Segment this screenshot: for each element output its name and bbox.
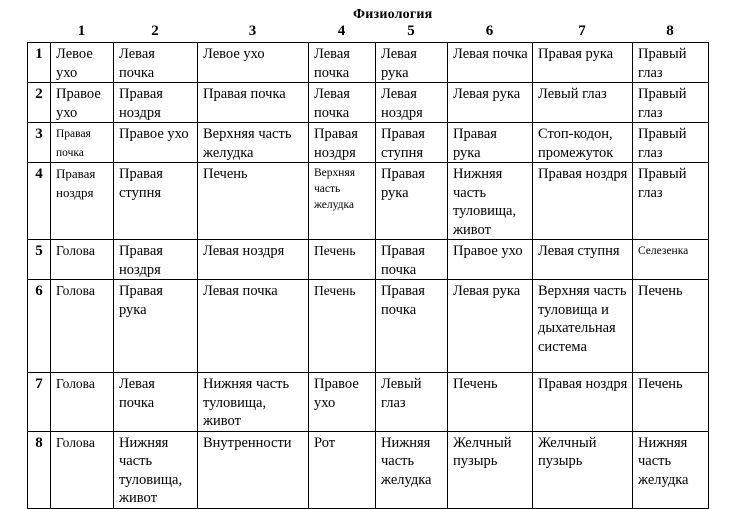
- table-row: [28, 240, 709, 280]
- table-cell: Левый глаз: [376, 373, 448, 432]
- table-row: [28, 83, 709, 123]
- table-cell: Голова: [51, 280, 114, 373]
- table-cell: Левая ноздря: [376, 83, 448, 123]
- table-cell: Печень: [633, 280, 709, 373]
- row-number: 5: [28, 240, 51, 280]
- row-number: 4: [28, 163, 51, 240]
- table-cell: Левая почка: [309, 83, 376, 123]
- table-cell: Левая почка: [309, 43, 376, 83]
- table-cell: Печень: [198, 163, 309, 240]
- table-cell: Правая ноздря: [533, 373, 633, 432]
- row-number: 8: [28, 431, 51, 508]
- table-cell: Правый глаз: [633, 163, 709, 240]
- table-cell: Нижняя часть туловища, живот: [198, 373, 309, 432]
- table-cell: Правое ухо: [114, 123, 198, 163]
- table-cell: Верхняя часть желудка: [198, 123, 309, 163]
- table-cell: Селезенка: [633, 240, 709, 280]
- table-cell: Правая почка: [376, 240, 448, 280]
- table-cell: Левая рука: [376, 43, 448, 83]
- table-cell: Левая рука: [448, 280, 533, 373]
- table-cell: Голова: [51, 431, 114, 508]
- table-cell: Правая ступня: [114, 163, 198, 240]
- table-cell: Правый глаз: [633, 123, 709, 163]
- table-row: [28, 43, 709, 83]
- table-cell: Нижняя часть желудка: [376, 431, 448, 508]
- table-cell: Рот: [309, 431, 376, 508]
- table-cell: Левое ухо: [51, 43, 114, 83]
- column-number: 2: [151, 23, 159, 39]
- table-cell: Нижняя часть желудка: [633, 431, 709, 508]
- table-cell: Верхняя часть желудка: [309, 163, 376, 240]
- table-cell: Правая рука: [448, 123, 533, 163]
- table-row: [28, 123, 709, 163]
- table-row: [28, 431, 709, 508]
- table-cell: Левая ступня: [533, 240, 633, 280]
- table-cell: Правая почка: [376, 280, 448, 373]
- column-number: 6: [485, 23, 494, 39]
- table-cell: Желчный пузырь: [533, 431, 633, 508]
- table-cell: Правая ноздря: [533, 163, 633, 240]
- column-number: 8: [666, 23, 674, 39]
- column-number-header: [27, 23, 708, 43]
- table-cell: Правая ноздря: [114, 83, 198, 123]
- column-number: 1: [77, 23, 86, 39]
- table-cell: Стоп-кодон, промежуток: [533, 123, 633, 163]
- table-cell: Внутренности: [198, 431, 309, 508]
- table-cell: Голова: [51, 240, 114, 280]
- table-cell: Левая рука: [448, 83, 533, 123]
- table-cell: Правое ухо: [309, 373, 376, 432]
- table-cell: Правая рука: [533, 43, 633, 83]
- table-cell: Левая почка: [114, 43, 198, 83]
- table-cell: Левая почка: [114, 373, 198, 432]
- table-cell: Правая ступня: [376, 123, 448, 163]
- table-cell: Печень: [309, 280, 376, 373]
- table-cell: Левое ухо: [198, 43, 309, 83]
- table-cell: Правое ухо: [51, 83, 114, 123]
- row-number: 3: [28, 123, 51, 163]
- row-number: 1: [28, 43, 51, 83]
- row-number: 7: [28, 373, 51, 432]
- table-row: [28, 280, 709, 373]
- table-cell: Правая рука: [114, 280, 198, 373]
- table-cell: Нижняя часть туловища, живот: [114, 431, 198, 508]
- table-cell: Печень: [633, 373, 709, 432]
- column-number: 7: [578, 23, 586, 39]
- column-number: 5: [407, 23, 415, 39]
- table-cell: Правая ноздря: [114, 240, 198, 280]
- table-row: [28, 373, 709, 432]
- table-cell: Левая ноздря: [198, 240, 309, 280]
- table-cell: Верхняя часть туловища и дыхательная система: [533, 280, 633, 373]
- table-cell: Правая рука: [376, 163, 448, 240]
- table-cell: Правый глаз: [633, 83, 709, 123]
- table-cell: Печень: [309, 240, 376, 280]
- column-number: 4: [337, 23, 346, 39]
- table-cell: Левый глаз: [533, 83, 633, 123]
- table-row: [28, 163, 709, 240]
- table-cell: Желчный пузырь: [448, 431, 533, 508]
- table-cell: Правая почка: [198, 83, 309, 123]
- table-cell: Правая ноздря: [309, 123, 376, 163]
- table-cell: Печень: [448, 373, 533, 432]
- table-cell: Голова: [51, 373, 114, 432]
- row-number: 6: [28, 280, 51, 373]
- table-cell: Правый глаз: [633, 43, 709, 83]
- table-cell: Правое ухо: [448, 240, 533, 280]
- document-title: Физиология: [353, 7, 433, 22]
- table-cell: Нижняя часть туловища, живот: [448, 163, 533, 240]
- table-cell: Правая ноздря: [51, 163, 114, 240]
- row-number: 2: [28, 83, 51, 123]
- table-cell: Левая почка: [198, 280, 309, 373]
- column-number: 3: [248, 23, 257, 39]
- physiology-table: [27, 42, 709, 509]
- table-cell: Правая почка: [51, 123, 114, 163]
- table-cell: Левая почка: [448, 43, 533, 83]
